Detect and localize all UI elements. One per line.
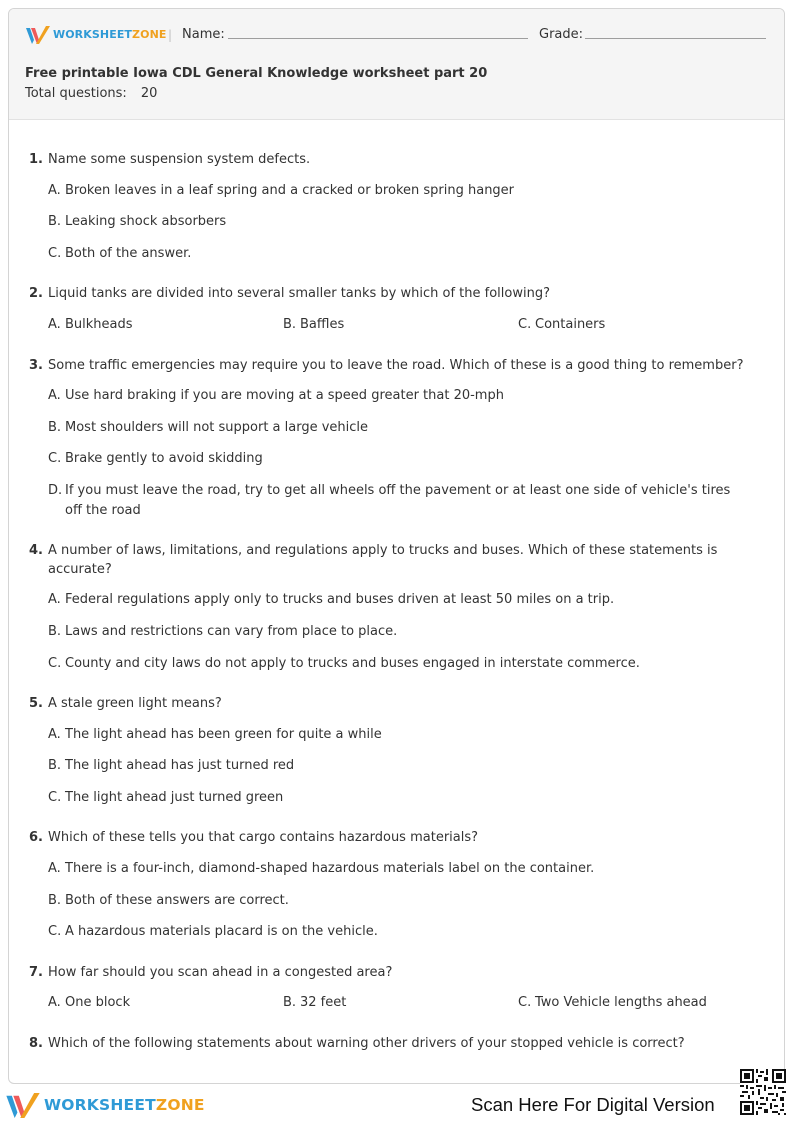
option-a[interactable]: A. Use hard braking if you are moving at a speed greater that 20-mph — [48, 388, 504, 403]
question-number: 4. — [29, 543, 43, 558]
question-number: 7. — [29, 965, 43, 980]
option-c[interactable]: C. County and city laws do not apply to trucks and buses engaged in interstate commerce. — [48, 656, 640, 671]
question-number: 1. — [29, 152, 43, 167]
option-d[interactable]: D. If you must leave the road, try to get all wheels off the pavement or at least one side of vehicle's tires off the road — [48, 483, 731, 518]
worksheet-title: Free printable Iowa CDL General Knowledge worksheet part 20 — [25, 66, 488, 81]
question-text: Some traffic emergencies may require you to leave the road. Which of these is a good thing to remember? — [48, 358, 744, 373]
option-a[interactable]: A. There is a four-inch, diamond-shaped hazardous materials label on the container. — [48, 861, 595, 876]
question-text: Liquid tanks are divided into several smaller tanks by which of the following? — [48, 286, 550, 301]
option-a[interactable]: A. Broken leaves in a leaf spring and a cracked or broken spring hanger — [48, 183, 515, 198]
option-a[interactable]: A. The light ahead has been green for quite a while — [48, 727, 382, 742]
worksheet-zone-w-icon — [6, 1093, 40, 1118]
option-b[interactable]: B. Laws and restrictions can vary from place to place. — [48, 624, 398, 639]
option-c[interactable]: C. A hazardous materials placard is on the vehicle. — [48, 924, 378, 939]
footer-worksheet-zone-logo[interactable] — [6, 1093, 205, 1118]
name-field-line[interactable] — [228, 38, 528, 39]
question-text: A stale green light means? — [48, 696, 222, 711]
option-a[interactable]: A. Bulkheads — [48, 317, 133, 332]
option-b[interactable]: B. The light ahead has just turned red — [48, 758, 295, 773]
total-questions — [25, 85, 157, 102]
option-b[interactable]: B. Most shoulders will not support a large vehicle — [48, 420, 369, 435]
footer-logo-text: WORKSHEETZONE — [44, 1096, 205, 1114]
total-questions-label: Total questions: — [25, 86, 127, 101]
option-b[interactable]: B. Leaking shock absorbers — [48, 214, 227, 229]
question-text: A number of laws, limitations, and regulations apply to trucks and buses. Which of these statements is accurate? — [48, 543, 718, 577]
question-number: 6. — [29, 830, 43, 845]
logo-text: WORKSHEETZONE — [53, 28, 167, 41]
question-number: 2. — [29, 286, 43, 301]
option-b[interactable]: B. Both of these answers are correct. — [48, 893, 289, 908]
question-number: 8. — [29, 1036, 43, 1051]
question-text: Which of the following statements about warning other drivers of your stopped vehicle is correct? — [48, 1036, 685, 1051]
scan-digital-version-text: Scan Here For Digital Version — [471, 1094, 715, 1115]
worksheet-zone-logo — [26, 26, 167, 44]
option-c[interactable]: C. The light ahead just turned green — [48, 790, 284, 805]
total-questions-value: 20 — [140, 86, 158, 101]
option-c[interactable]: C. Two Vehicle lengths ahead — [518, 995, 707, 1010]
header-separator: | — [168, 28, 173, 42]
option-c[interactable]: C. Brake gently to avoid skidding — [48, 451, 263, 466]
option-b[interactable]: B. 32 feet — [283, 995, 347, 1010]
grade-label: Grade: — [539, 27, 584, 42]
question-text: How far should you scan ahead in a congested area? — [48, 965, 393, 980]
worksheet-zone-w-icon — [26, 26, 50, 44]
option-c[interactable]: C. Containers — [518, 317, 606, 332]
question-number: 3. — [29, 358, 43, 373]
option-a[interactable]: A. Federal regulations apply only to trucks and buses driven at least 50 miles on a trip. — [48, 592, 615, 607]
option-a[interactable]: A. One block — [48, 995, 131, 1010]
qr-code-icon[interactable] — [740, 1069, 786, 1115]
worksheet-header — [9, 9, 784, 120]
question-number: 5. — [29, 696, 43, 711]
name-label: Name: — [182, 27, 225, 42]
grade-field-line[interactable] — [585, 38, 766, 39]
question-text: Which of these tells you that cargo contains hazardous materials? — [48, 830, 479, 845]
option-c[interactable]: C. Both of the answer. — [48, 246, 192, 261]
question-text: Name some suspension system defects. — [48, 152, 311, 167]
option-b[interactable]: B. Baffles — [283, 317, 345, 332]
worksheet-sheet — [8, 8, 785, 1084]
